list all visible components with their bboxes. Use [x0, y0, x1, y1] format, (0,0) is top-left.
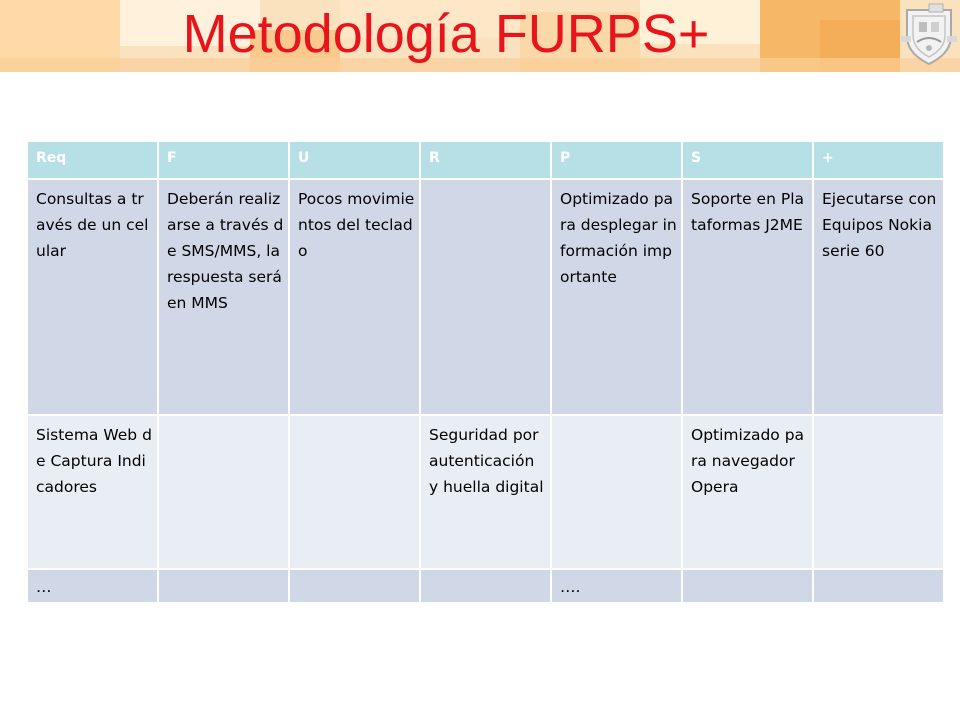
table-cell	[420, 179, 551, 415]
table-cell	[813, 415, 944, 569]
table-cell: Soporte en Plataformas J2ME	[682, 179, 813, 415]
table-cell: Seguridad por autenticación y huella digital	[420, 415, 551, 569]
header-req: Req	[27, 141, 158, 179]
table-cell: Consultas a través de un celular	[27, 179, 158, 415]
table-cell: Ejecutarse con Equipos Nokia serie 60	[813, 179, 944, 415]
table-cell: Deberán realizarse a través de SMS/MMS, la respuesta será en MMS	[158, 179, 289, 415]
table-cell: Optimizado para desplegar información importante	[551, 179, 682, 415]
table-cell	[289, 569, 420, 603]
table-row	[27, 569, 944, 603]
table-cell: Optimizado para navegador Opera	[682, 415, 813, 569]
table-cell: Pocos movimientos del teclado	[289, 179, 420, 415]
header-s: S	[682, 141, 813, 179]
header-plus: +	[813, 141, 944, 179]
table-cell: …	[27, 569, 158, 603]
table-cell	[158, 415, 289, 569]
table-cell	[289, 415, 420, 569]
table-cell: Sistema Web de Captura Indicadores	[27, 415, 158, 569]
table-header-row	[27, 141, 944, 179]
header-f: F	[158, 141, 289, 179]
table-cell: ….	[551, 569, 682, 603]
furps-requirements-table	[26, 140, 945, 604]
table-row	[27, 415, 944, 569]
header-r: R	[420, 141, 551, 179]
table-cell	[551, 415, 682, 569]
table-cell	[420, 569, 551, 603]
university-crest-icon	[899, 2, 959, 66]
slide-title: Metodología FURPS+	[182, 4, 710, 64]
table-cell	[158, 569, 289, 603]
header-u: U	[289, 141, 420, 179]
table-cell	[813, 569, 944, 603]
table-row	[27, 179, 944, 415]
header-p: P	[551, 141, 682, 179]
table-cell	[682, 569, 813, 603]
